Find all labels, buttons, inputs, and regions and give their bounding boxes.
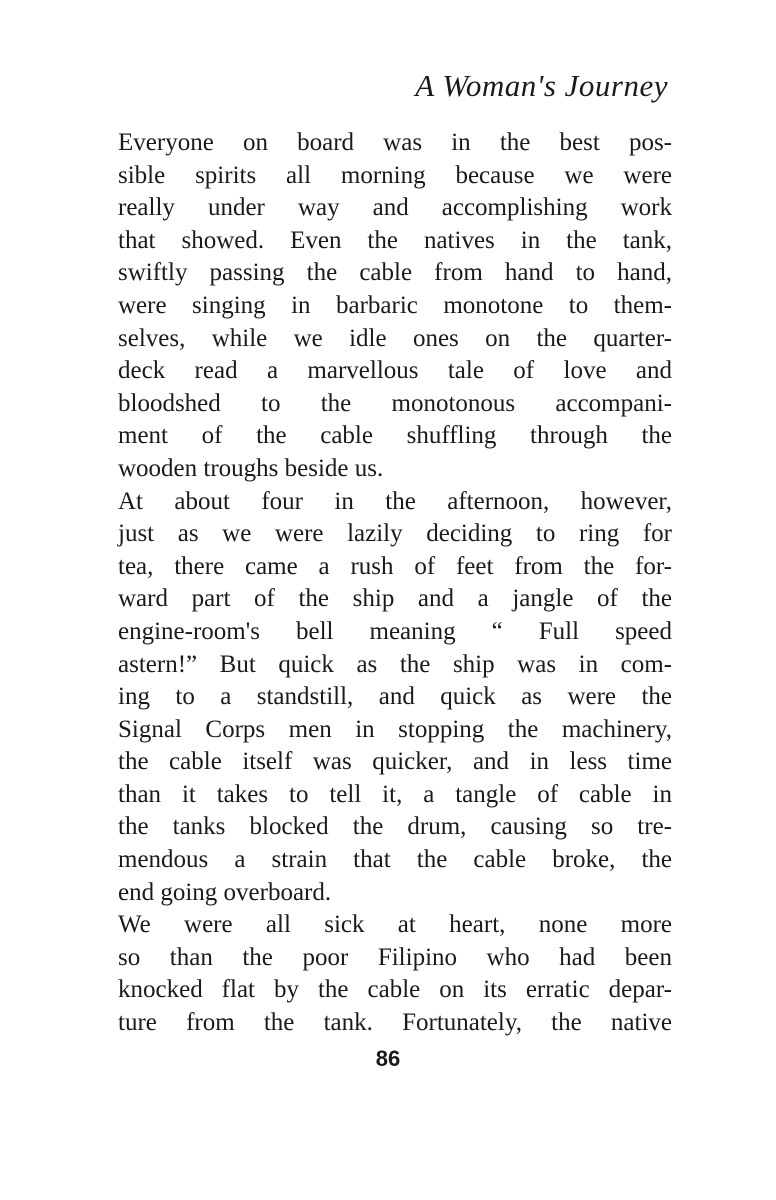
text-line: Everyone on board was in the best pos-	[118, 129, 672, 156]
text-line: the tanks blocked the drum, causing so tre-	[118, 813, 672, 841]
text-line: Signal Corps men in stopping the machinery,	[118, 715, 672, 743]
text-line: so than the poor Filipino who had been	[118, 943, 672, 971]
text-line: that showed. Even the natives in the tank,	[118, 226, 672, 254]
text-line: just as we were lazily deciding to ring for	[118, 520, 672, 548]
text-line: deck read a marvellous tale of love and	[118, 357, 672, 385]
text-line: end going overboard.	[118, 878, 332, 906]
text-line: astern!” But quick as the ship was in com-	[118, 650, 672, 678]
text-line: engine-room's bell meaning “ Full speed	[118, 617, 672, 645]
text-line: wooden troughs beside us.	[118, 454, 384, 482]
text-line: ward part of the ship and a jangle of the	[118, 585, 672, 613]
text-line: bloodshed to the monotonous accompani-	[118, 389, 672, 417]
page-number: 86	[375, 1046, 401, 1071]
text-line: ment of the cable shuffling through the	[118, 422, 672, 450]
text-line: were singing in barbaric monotone to them-	[118, 291, 672, 319]
text-line: the cable itself was quicker, and in less time	[118, 748, 672, 776]
running-head: A Woman's Journey	[415, 68, 668, 103]
text-line: than it takes to tell it, a tangle of cable in	[118, 780, 672, 808]
text-line: We were all sick at heart, none more	[118, 911, 672, 939]
text-line: selves, while we idle ones on the quarter-	[118, 324, 672, 352]
text-line: mendous a strain that the cable broke, the	[118, 846, 672, 874]
text-line: sible spirits all morning because we were	[118, 161, 672, 189]
text-line: swiftly passing the cable from hand to hand,	[118, 259, 672, 287]
text-line: really under way and accomplishing work	[118, 194, 672, 222]
text-line: tea, there came a rush of feet from the for-	[118, 552, 672, 580]
text-line: ing to a standstill, and quick as were the	[118, 683, 672, 711]
text-line: ture from the tank. Fortunately, the native	[118, 1009, 672, 1037]
text-line: At about four in the afternoon, however,	[118, 487, 672, 515]
body-text	[118, 127, 672, 1040]
text-line: knocked flat by the cable on its erratic depar-	[118, 976, 672, 1004]
